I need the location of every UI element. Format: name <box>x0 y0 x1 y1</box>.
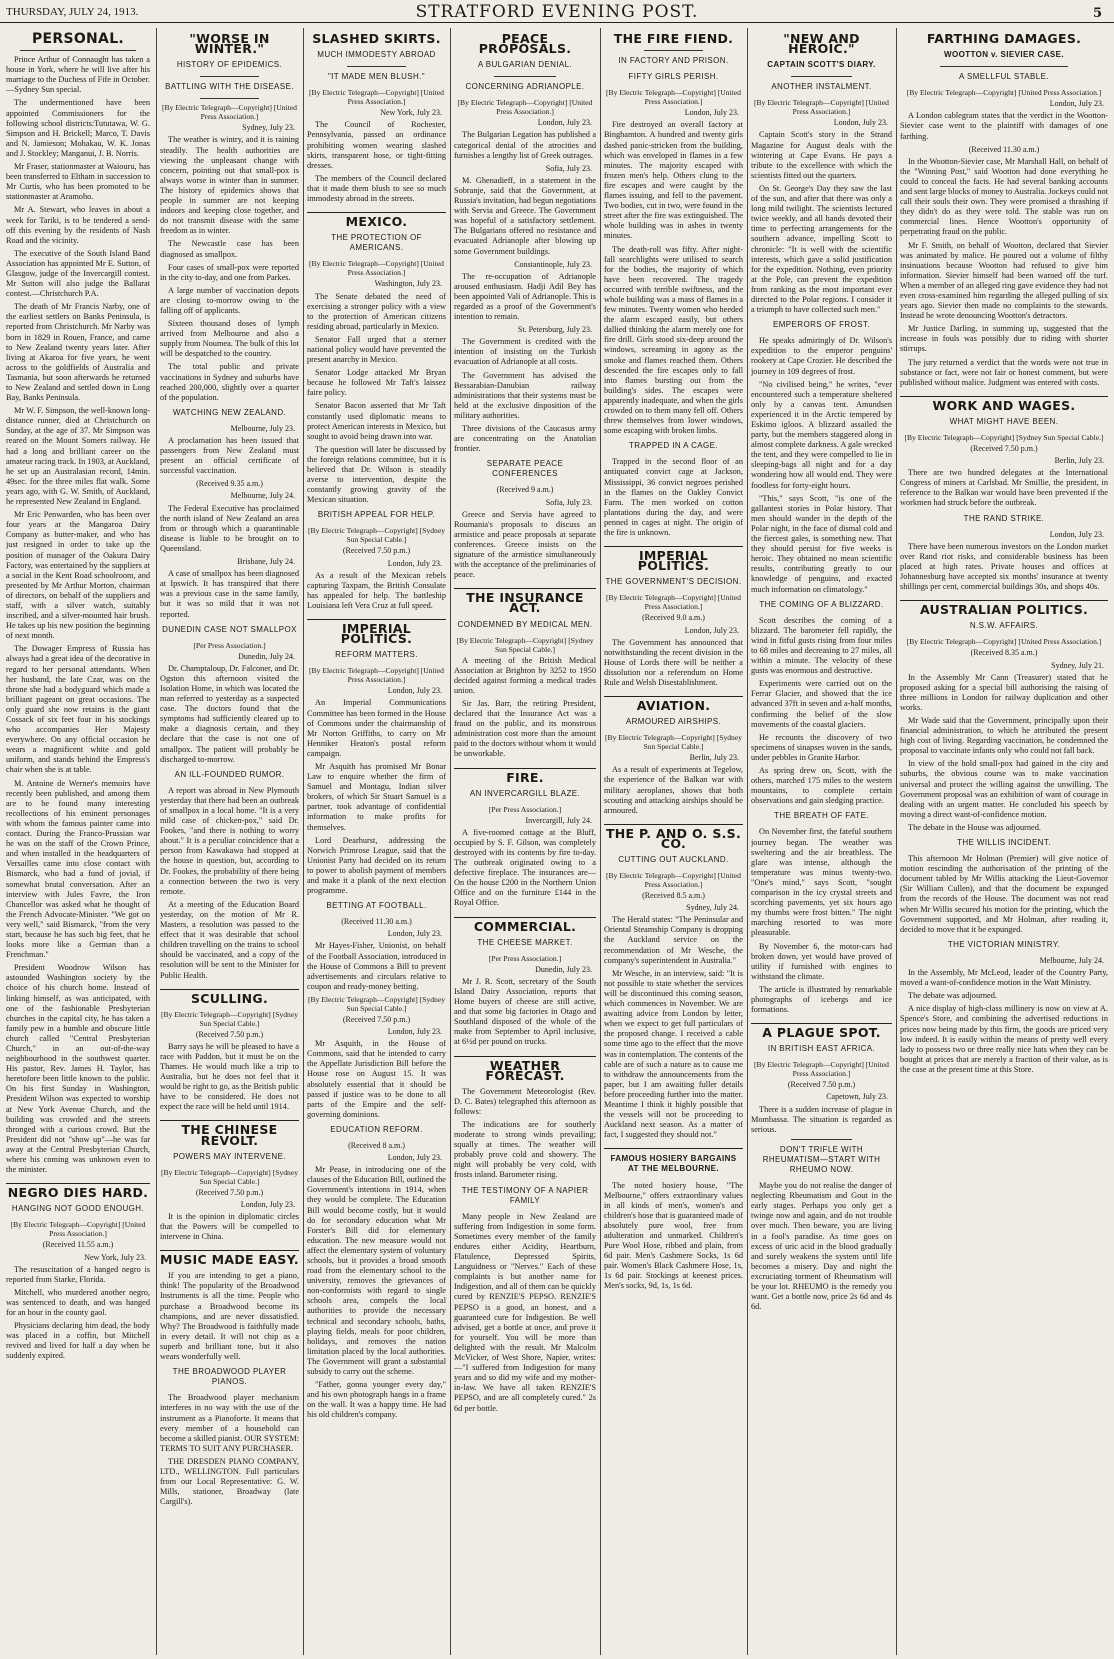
paragraph: Senator Fall urged that a sterner national policy would have prevented the present anarchy in Mexico. <box>307 334 446 365</box>
divider <box>200 98 259 99</box>
divider <box>347 66 406 67</box>
paragraph: The death-roll was fifty. After night-fall searchlights were utilised to search for the bodies, the majority of which have been recovered. The tragedy occurred with terrible swiftness, and the whole building was a mass of flames in a few minutes. Twenty women who heeded the alarm escaped easily, but others dallied thinking the alarm merely one for fire drill. Girls stood six-deep around the windows, screaming in agony as the smoke and flames reached them. Others descended the fire escapes only to fall into flames bursting out from the building's sides. The escapes were apparently inadequate, and when the girls crowded on to them many fell off. Others threw themselves from lower windows, some escaping with broken limbs. <box>604 244 743 436</box>
credit-line: [By Electric Telegraph—Copyright] [United Press Association.] <box>309 259 444 278</box>
subheading: THE COMING OF A BLIZZARD. <box>759 599 884 609</box>
article-heading: "WORSE IN WINTER." <box>189 31 270 57</box>
received-time: (Received 7.50 p.m.) <box>342 546 411 556</box>
credit-line: [By Electric Telegraph—Copyright] [Sydney Sun Special Cable.] <box>604 733 743 752</box>
paragraph: Experiments were carried out on the Ferrar Glacier, and showed that the ice advanced 37ft in seven and a-half months, confirming the belief of the slow movements of the coastal glaciers. <box>751 679 892 729</box>
received-time: (Received 7.50 p.m.) <box>195 1029 264 1039</box>
divider <box>644 50 703 51</box>
article-heading: IMPERIAL POLITICS. <box>340 621 413 647</box>
paragraph: The total public and private vaccinations in Sydney and suburbs have reached 200,000, slightly over a quarter of the population. <box>160 362 299 402</box>
article-body <box>6 55 150 1175</box>
paragraph: Greece and Servia have agreed to Roumania's proposals to discuss an armistice and peace proposals at separate conferences. Greece insists on the signature of the armistice simultaneously with the acceptance of the preliminaries of peace. <box>454 509 596 580</box>
newspaper-title: STRATFORD EVENING POST. <box>415 2 699 22</box>
column-4 <box>454 30 596 1659</box>
column-rule <box>156 28 157 1655</box>
column-7 <box>900 30 1108 1659</box>
subheading: HISTORY OF EPIDEMICS. <box>176 60 283 70</box>
paragraph: A case of smallpox has been diagnosed at Ipswich. It has transpired that there was a previous case in the same family, but it was so mild that it was not reported. <box>160 569 299 619</box>
paragraph: Trapped in the second floor of an antiquated convict cage at Jackson, Mississippi, 36 convict negroes perished in the flames on the Oakley Convict Farm. The men worked on cotton plantations during the day, and were penned in cages at night. The origin of the fire is unknown. <box>604 457 743 538</box>
subheading: POWERS MAY INTERVENE. <box>173 1151 286 1161</box>
paragraph: On November first, the fateful southern journey began. The weather was sweltering and the air breathless. The glare was intense, although the temperature was minus twenty-two. "One's mind," says Scott, "sought comparison in the icy crystal streets and scorching pavements, yet six hours ago my thumbs were frost bitten." The night marching resorted to was more pleasurable. <box>751 827 892 938</box>
divider <box>494 76 556 77</box>
paragraph: It is the opinion in diplomatic circles that the Powers will be compelled to intervene in China. <box>160 1211 299 1242</box>
dateline: London, July 23. <box>387 686 442 696</box>
paragraph: Three divisions of the Caucasus army are concentrating on the Anatolian frontier. <box>454 424 596 454</box>
received-time: (Received 9 a.m.) <box>496 485 554 495</box>
dateline: New York, July 23. <box>380 108 442 118</box>
paragraph: Sixteen thousand doses of lymph arrived from Melbourne and also a supply from Noumea. The bulk of this lot will be despatched to the country. <box>160 319 299 359</box>
dateline: London, July 23. <box>1049 529 1104 539</box>
article-heading: A PLAGUE SPOT. <box>762 1025 881 1041</box>
paragraph: Many people in New Zealand are suffering from Indigestion in some form. Sometimes every member of the family endures either Acidity, Heartburn, Flatulence, Depressed Spirits, Languidness or "Nerves." Each of these complaints is but another name for Indigestion, and all of them can be quickly cured by RENZIE'S PEPSO. RENZIE'S PEPSO is a good, an honest, and a guaranteed cure for Indigestion. Be well advised, get a bottle at once, and prove it for yourself. You will be more than delighted with the result. Mr Malcolm McVicker, of West Shore, Napier, writes:—"I suffered from Indigestion for many years and so did my wife and my mother-in-law. We have all taken RENZIE'S PEPSO, and are all completely cured." 2s 6d per bottle. <box>454 1211 596 1413</box>
subheading: A SMELLFUL STABLE. <box>959 72 1049 82</box>
article-heading: SCULLING. <box>190 990 269 1006</box>
article-heading: NEGRO DIES HARD. <box>7 1185 149 1201</box>
paragraph: The re-occupation of Adrianople aroused enthusiasm. Hadji Adil Bey has been appointed Vali of Adrianople. This is regarded as a proof of the Government's intention to remain. <box>454 271 596 322</box>
dateline: Sydney, July 24. <box>686 903 739 913</box>
dateline: Sofia, July 23. <box>545 163 592 173</box>
paragraph: The Dowager Empress of Russia has always had a great idea of the decorative in regard to her personal attendants. When her husband, the late Czar, was on the throne she had a bodyguard which made a brilliant pageant on great occasions. The only guard she now retains is the giant Cossack of six feet four in his stockings who accompanies Her Majesty everywhere. On any official occasion he wears a magnificent white and gold uniform, and stands behind the Empress's chair when she is at table. <box>6 644 150 775</box>
paragraph: Four cases of small-pox were reported in the city to-day, and one from Parkes. <box>160 262 299 282</box>
paragraph: The Government has announced that notwithstanding the recent division in the House of Lords there will be neither a dissolution nor a referendum on Home Rule and Welsh Disestablishment. <box>604 637 743 687</box>
section-rule <box>900 600 1108 601</box>
dateline: Sofia, July 23. <box>545 497 592 507</box>
received-time: (Received 11.55 a.m.) <box>42 1240 114 1250</box>
divider <box>791 76 852 77</box>
paragraph: Lord Dearhurst, addressing the Norwich Primrose League, said that the Unionist Party had decided on its return to power to abolish payment of members and make it a plank of the next election programme. <box>307 835 446 896</box>
paragraph: By November 6, the motor-cars had broken down, yet would have proved of utility if furnished with engines to withstand the climate. <box>751 941 892 981</box>
paragraph: Mr Pease, in introducing one of the clauses of the Education Bill, outlined the Government's intentions in 1914, when they would be complete. The Education Bill would become costly, but it would do for secondary education what Mr Forster's Bill did for elementary education. The new measure would not affect the elementary system of voluntary schools, but it provides a broad smooth road from the elementary school to the university, removes the grievances of non-conformists with regard to single schools area, compels the local authorities to provide the necessary technical and secondary schools, baths, playing fields, meals for poor children, holidays, and removes the nation limitation placed by the local authorities. The Government will grant a substantial subsidy to carry out the scheme. <box>307 1165 446 1377</box>
paragraph: The death of Mr Francis Narby, one of the earliest settlers on Banks Peninsula, is reported from Christchurch. Mr Narby was born in 1829 in Rouen, France, and came to New Zealand twenty years later. After living at Akaroa for five years, he went across to the goldfields of Australia and Tasmania, but soon afterwards he returned to New Zealand and settled down in Long Bay, Banks Peninsula. <box>6 302 150 403</box>
article-heading: "NEW AND HEROIC." <box>783 31 860 57</box>
paragraph: Mr F. Smith, on behalf of Wootton, declared that Sievier was animated by malice. He poured out a volume of filthy insinuations because Wootton had refused to give him information. Sievier himself had been warned off the turf. When a member of an alleged ring gave evidence they had not even cross-examined him regarding the alleged pulling of six years ago. Sievier then made no complaints to the stewards. Instead he wrote denouncing Wootton's detractors. <box>900 240 1108 321</box>
credit-line: [Per Press Association.] <box>488 804 562 814</box>
paragraph: "Father, gonna younger every day," and his own photograph hangs in a frame on the wall. It was a happy time. He had his old children's company. <box>307 1380 446 1420</box>
paragraph: In the Wootton-Sievier case, Mr Marshall Hall, on behalf of the "Winning Post," said Wootton had done everything he could to conceal the facts. He had several banking accounts and sent large blocks of money to Australia. Jockeys could not call their souls their own. They were promised a thrashing if they didn't do as they were told. The stable was run on commercial lines. Hence Wootton's opportunity of perpetrating fraud on the public. <box>900 156 1108 237</box>
paragraph: An Imperial Communications Committee has been formed in the House of Commons under the chairmanship of Mr Norton Griffiths, to carry on Mr Henniker Heaton's postal reform campaign. <box>307 698 446 758</box>
paragraph: Senator Lodge attacked Mr Bryan because he followed Mr Taft's laissez faire policy. <box>307 368 446 398</box>
section-rule <box>160 1120 299 1121</box>
credit-line: [By Electric Telegraph—Copyright] [United Press Association.] <box>754 98 889 117</box>
paragraph: Dr. Champtaloup, Dr. Falconer, and Dr. Ogston this afternoon visited the Isolation Home, in which was located the man referred to yesterday as a suspected case. The doctors found that the symptoms had sufficiently cleared up to make a diagnosis certain, and they declare that the case is not one of smallpox. The patient will probably be discharged to-morrow. <box>160 663 299 764</box>
subheading: WATCHING NEW ZEALAND. <box>172 407 287 417</box>
paragraph: He speaks admiringly of Dr. Wilson's expedition to the emperor penguins' rookery at Cape Crozier. He described the journey in 109 degrees of frost. <box>751 336 892 376</box>
paragraph: Mr Hayes-Fisher, Unionist, on behalf of the Football Association, introduced in the House of Commons a Bill to prevent advertisements and circulars relative to coupon and ready-money betting. <box>307 941 446 991</box>
paragraph: Scott describes the coming of a blizzard. The barometer fell rapidly, the wind in fitful gusts rising from four miles to 68 miles and decreasing to 27 miles, all within a minute. The velocity of these gusts was enormous and destructive. <box>751 615 892 676</box>
received-time: (Received 9.0 a.m.) <box>642 613 705 623</box>
column-rule <box>747 28 748 1655</box>
credit-line: [By Electric Telegraph—Copyright] [United Press Association.] <box>906 637 1102 647</box>
subheading: IN BRITISH EAST AFRICA. <box>767 1044 876 1054</box>
paragraph: The undermentioned have been appointed Commissioners for the following school districts:Tututawa, W. G. Simpson and H. Brickell; Marco, T. Davis and N. Jamieson; Mohakau, W. K. Jonas and J. Stockley; Manganui, J. B. Norris. <box>6 98 150 158</box>
subheading: WOOTTON v. SIEVIER CASE. <box>944 50 1064 60</box>
advertisement-heading: DON'T TRIFLE WITH RHEUMATISM—START WITH RHEUMO NOW. <box>762 1144 881 1174</box>
credit-line: [By Electric Telegraph—Copyright] [United Press Association.] <box>309 666 444 685</box>
paragraph: The noted hosiery house, "The Melbourne," offers extraordinary values in all kinds of men's, women's and children's hose that is guaranteed made of absolutely pure wool, free from adulteration and unmarked. Children's Pure Wool Hose, ribbed and plain, from 6d pair. Men's Cashmere Socks, 1s 6d pair. Women's Black Cashmere Hose, 1s, 1s 6d pair. Stockings at keenest prices. Men's socks, 9d, 1s, 1s 6d. <box>604 1180 743 1291</box>
section-rule <box>604 824 743 825</box>
paragraph: Mr Justice Darling, in summing up, suggested that the increase in fouls was possibly due to riding with shorter stirrups. <box>900 324 1108 354</box>
dateline: Dunedin, July 24. <box>238 651 295 661</box>
article-heading: THE INSURANCE ACT. <box>466 590 584 616</box>
subheading: BETTING AT FOOTBALL. <box>326 901 427 911</box>
paragraph: He recounts the discovery of two specimens of sinapses woven in the sands, under pebbles in Granite Harbor. <box>751 732 892 762</box>
paragraph: A London cablegram states that the verdict in the Wootton-Sievier case went to the plaintiff with damages of one farthing. <box>900 111 1108 141</box>
section-rule <box>307 619 446 620</box>
dateline: Brisbane, July 24. <box>237 557 295 567</box>
paragraph: The Federal Executive has proclaimed the north island of New Zealand an area from or through which a quarantinable disease is liable to be brought on to Queensland. <box>160 503 299 553</box>
paragraph: In the Assembly, Mr McLeod, leader of the Country Party, moved a want-of-confidence motion in the Watt Ministry. <box>900 968 1108 988</box>
paragraph: The resuscitation of a hanged negro is reported from Starke, Florida. <box>6 1264 150 1284</box>
paragraph: The debate was adjourned. <box>908 991 997 1001</box>
section-rule <box>307 212 446 213</box>
dateline: St. Petersburg, July 23. <box>517 325 592 335</box>
paragraph: In view of the hold small-pox had gained in the city and suburbs, the obvious course was to make vaccination universal and protect the willing against the unwilling. The Government proposal was an exhibition of want of courage in dealing with an urgent matter. He concluded his speech by moving a direct want-of-confidence motion. <box>900 759 1108 819</box>
article-heading: PERSONAL. <box>31 31 125 47</box>
paragraph: Mr Wesche, in an interview, said: "It is not possible to state whether the services will be discontinued this coming season, which commences in November. We are awaiting advice from London by letter, when we expect to get full particulars of the proposed change. I received a cable some time ago to the effect that the move was in contemplation. The contents of the cable are of such a nature as to cause me to withdraw the announcements from the paper, but I am awaiting fuller details before proceeding further into the matter. Meantime I think it highly possible that the vessels will not be proceeding to Auckland next season. As a matter of fact, I suggested they should not." <box>604 968 743 1140</box>
paragraph: The article is illustrated by remarkable photographs of icebergs and ice formations. <box>751 984 892 1015</box>
article-heading: AUSTRALIAN POLITICS. <box>919 602 1089 618</box>
dateline: Sydney, July 21. <box>1051 660 1104 670</box>
divider <box>200 76 259 77</box>
paragraph: President Woodrow Wilson has astounded Washington society by the choice of his church home. Instead of linking himself, as was anticipated, with one of the fashionable Presbyterian churches in the capital city, he has taken a family pew in a humble and obscure little church called "Central Presbyterian Church," in an out-of-the-way neighbourhood in the southwest quarter. His pastor, Rev. James H. Taylor, has heretofore been little known to the public. On his first Sunday in Washington, President Wilson was expected to worship at New York Avenue Church, and the building was crowded and the streets thronged with a curious crowd. But the President did not "show up"—he was far away at the Central Presbyterian Church, where his coming was unknown even to the minister. <box>6 963 150 1175</box>
column-rule <box>896 28 897 1655</box>
paragraph: The jury returned a verdict that the words were not true in substance or fact, were not fair or honest comment, but were published without malice. Judgment was entered with costs. <box>900 357 1108 387</box>
dateline: London, July 23. <box>1049 99 1104 109</box>
section-rule <box>454 1056 596 1057</box>
paragraph: Mr Wade said that the Government, principally upon their financial administration, to which he attributed the present high cost of living. Regarding vaccination, he condemned the proposal to vaccinate infants only who could not fall back. <box>900 715 1108 756</box>
paragraph: If you are intending to get a piano, think! The popularity of the Broadwood Instruments is all the time. People who purchase a Broadwood become its champions, and are never dissatisfied. Why? The Broadwood is faithfully made in every detail. It will not chip as a superb and brilliant tone, but it also wears wonderfully well. <box>160 1271 299 1362</box>
subheading: EDUCATION REFORM. <box>330 1124 423 1134</box>
section-rule <box>604 696 743 697</box>
subheading: AN INVERCARGILL BLAZE. <box>469 788 581 798</box>
article-heading: IMPERIAL POLITICS. <box>637 548 710 574</box>
subheading: DUNEDIN CASE NOT SMALLPOX <box>162 624 297 634</box>
dateline: London, July 23. <box>387 1027 442 1037</box>
advertisement-heading: FAMOUS HOSIERY BARGAINS AT THE MELBOURNE. <box>610 1154 737 1174</box>
paragraph: The debate in the House was adjourned. <box>908 822 1041 832</box>
paragraph: Captain Scott's story in the Strand Magazine for August deals with the wintering at Cape Evans. He pays a tribute to the excellence with which the scientists fitted out the quarters. <box>751 130 892 180</box>
article-heading: AVIATION. <box>636 698 711 714</box>
paragraph: A large number of vaccination depots are closing to-morrow owing to the falling off of applicants. <box>160 285 299 315</box>
column-3 <box>307 30 446 1659</box>
credit-line: [By Electric Telegraph—Copyright] [United Press Association.] <box>162 103 297 122</box>
column-rule <box>600 28 601 1655</box>
paragraph: Mr Asquith has promised Mr Bonar Law to enquire whether the firm of Samuel and Montagu, Indian silver brokers, of which Sir Stuart Samuel is a partner, took advantage of confidential information to make profits for themselves. <box>307 761 446 832</box>
received-time: (Received 7.50 p.m.) <box>342 1014 411 1024</box>
received-time: (Received 9.35 a.m.) <box>196 479 263 489</box>
section-rule <box>604 1148 743 1149</box>
paragraph: M. Ghenadieff, in a statement in the Sobranje, said that the Government, at Russia's invitation, had begun negotiations with Servia and Greece. The Government was hopeful of a satisfactory settlement. The Bulgarians offered no resistance and evacuated Adrianople after blowing up some Government buildings. <box>454 175 596 256</box>
received-time: (Received 7.50 p.m.) <box>970 444 1038 453</box>
divider <box>940 66 1068 67</box>
paragraph: There are two hundred delegates at the International Congress of miners at Carlsbad. Mr Smillie, the president, in reference to the Balkan war would have been prevented if the workmen had struck before the outbreak. <box>900 468 1108 508</box>
column-rule <box>303 28 304 1655</box>
subheading: THE RAND STRIKE. <box>963 513 1045 523</box>
credit-line: [By Electric Telegraph—Copyright] [Sydney Sun Special Cable.] <box>456 635 594 654</box>
subheading: TRAPPED IN A CAGE. <box>628 441 718 451</box>
paragraph: Prince Arthur of Connaught has taken a house in York, where he will live after his marriage to the Duchess of Fife in October.—Sydney Sun special. <box>6 55 150 95</box>
dateline: London, July 23. <box>387 1153 442 1163</box>
paragraph: A five-roomed cottage at the Bluff, occupied by S. F. Gilson, was completely destroyed with its contents by fire to-day. The outbreak originated owing to a defective fireplace. The insurances are—On the house £200 in the Northern Union Office and on the furniture £144 in the Royal Office. <box>454 827 596 908</box>
credit-line: [Per Press Association.] <box>488 953 562 963</box>
credit-line: [By Electric Telegraph—Copyright] [United Press Association.] <box>309 88 444 107</box>
paragraph: A nice display of high-class millinery is now on view at A. Spence's Store, and combining the advertised reductions in prices now being made by this firm, the goods are priced very low indeed. It is easily within the means of pretty well every lady to possess two or three really nice hats when they can be bought at prices that are merely a fraction of their value, as is the case at the present time at this Store. <box>900 1004 1108 1074</box>
received-time: (Received 8.5 a.m.) <box>642 891 705 901</box>
credit-line: [By Electric Telegraph—Copyright] [United Press Association.] <box>457 98 593 117</box>
article-heading: THE FIRE FIEND. <box>613 31 734 46</box>
dateline: London, July 23. <box>387 929 442 939</box>
credit-line: [By Electric Telegraph—Copyright] [Sydney Sun Special Cable.] <box>160 1167 299 1186</box>
dateline: Dunedin, July 23. <box>535 964 592 974</box>
subheading: A BULGARIAN DENIAL. <box>477 60 573 70</box>
article-heading: FIRE. <box>506 769 544 785</box>
dateline: Constantinople, July 23. <box>514 259 592 269</box>
paragraph: Mr W. F. Simpson, the well-known long-distance runner, died at Christchurch on Sunday, at the age of 37. Mr Simpson was reared on the Mount Somers railway. He had a long and brilliant career on the amateur racing track. In 1903, at Auckland, he set up an Australasian record, 14min. 49sec. for the three miles flat walk. Some years ago, with G. W. Smith, of Auckland, he represented New Zealand in England. <box>6 406 150 507</box>
credit-line: [By Electric Telegraph—Copyright] [United Press Association.] <box>754 1060 889 1079</box>
subheading: THE CHEESE MARKET. <box>477 937 573 947</box>
subheading: EMPERORS OF FROST. <box>773 320 870 330</box>
section-rule <box>454 588 596 589</box>
article-heading: SLASHED SKIRTS. <box>312 31 441 46</box>
paragraph: Mr Eric Penwarden, who has been over four years at the Mangaroa Dairy Company as butter-maker, and who has just resigned in order to take up the position of manager of the Oakura Dairy Factory, was entertained by the suppliers at a social in the Kent Road schoolroom, and presented by Mr Arthur Morton, chairman of directors, on behalf of the suppliers and staff, with a silver watch, suitably inscribed, and a silver-mounted hair brush. He takes up his new position the beginning of next month. <box>6 510 150 641</box>
credit-line: [By Electric Telegraph—Copyright] [Sydney Sun Special Cable.] <box>307 994 446 1013</box>
dateline: London, July 23. <box>684 625 739 635</box>
paragraph: As spring drew on, Scott, with the others, marched 175 miles to the western mountains, to complete certain observations and gain sledging practice. <box>751 766 892 806</box>
paragraph: On St. George's Day they saw the last of the sun, and after that there was only a long mild twilight. The scientists lectured twice weekly, and all hands devoted their time to perfecting arrangements for the southern advance, impelling Scott to chronicle: "It is well with the scientific interests, which gave a solid justification for the expedition. Nothing, even priority at the Pole, can prevent the expedition from ranking as the most important ever directed to the Polar regions. I consider it a triumph to have collected such men." <box>751 183 892 315</box>
article-heading: COMMERCIAL. <box>473 918 577 934</box>
credit-line: [By Electric Telegraph—Copyright] [United Press Association.] <box>906 88 1102 98</box>
subheading: REFORM MATTERS. <box>335 650 418 660</box>
paragraph: Barry says he will be pleased to have a race with Paddon, but it must be on the Thames. He would much like a trip to Australia, but he does not feel that it would be right to go, as the British public have to be considered. He does not expect the race will be held until 1914. <box>160 1041 299 1112</box>
subheading: THE VICTORIAN MINISTRY. <box>947 939 1061 949</box>
article-heading: WEATHER FORECAST. <box>485 1057 565 1083</box>
subheading: THE PROTECTION OF AMERICANS. <box>331 233 422 253</box>
dateline: New York, July 23. <box>84 1252 146 1262</box>
article-heading: THE P. AND O. S.S. CO. <box>605 825 742 851</box>
subheading: ANOTHER INSTALMENT. <box>771 82 872 92</box>
paragraph: The Senate debated the need of exercising a stronger policy with a view to the protection of American citizens residing abroad, particularly in Mexico. <box>307 291 446 331</box>
column-1 <box>6 30 150 1659</box>
credit-line: [Per Press Association.] <box>193 640 266 650</box>
paragraph: The Broadwood player mechanism interferes in no way with the use of the instrument as a Pianoforte. It means that every member of a household can become a skilled pianist. OUR SYSTEM: TERMS TO SUIT ANY PURCHASER. <box>160 1393 299 1453</box>
credit-line: [By Electric Telegraph—Copyright] [United Press Association.] <box>10 1220 146 1239</box>
paragraph: The Herald states: "The Peninsular and Oriental Steamship Company is dropping the Auckland service on the recommendation of Mr Wesche, the company's superintendent in Australia." <box>604 915 743 965</box>
paragraph: The Council of Rochester, Pennsylvania, passed an ordinance prohibiting women wearing slashed skirts, transparent hose, or tight-fitting dresses. <box>307 120 446 170</box>
article-heading: MEXICO. <box>345 214 408 230</box>
paragraph: As a result of experiments at Tegelow, the experience of the Balkan war with military aeroplanes, shows that both scouting and attacking airships should be armoured. <box>604 765 743 815</box>
paragraph: "This," says Scott, "is one of the gallantest stories in Polar history. That men should wander in the depth of the Polar night, in the face of dismal cold and the fiercest gales, is something new. That they should persist for five weeks is heroic. They obtained no mean scientific results, contributing greatly to our knowledge of penguins, and exacted much information on climatology." <box>751 493 892 594</box>
section-rule <box>604 546 743 547</box>
paragraph: There have been numerous investors on the London market over Rand riot risks, and considerable business has been placed at high rates. Private houses and offices at Johannesburg have accepted six months' insurance at twenty shillings per cent, commercial buildings 30s, and shops 40s. <box>900 541 1108 592</box>
paragraph: At a meeting of the Education Board yesterday, on the motion of Mr R. Masters, a resolution was passed to the effect that it was desirable that school children travelling on the trains to school should be vaccinated, and a copy of the resolution will be sent to the Minister for Public Health. <box>160 899 299 980</box>
paragraph: Senator Bacon asserted that Mr Taft constantly used diplomatic means to protect American interests in Mexico, but sought to avoid being drawn into war. <box>307 401 446 441</box>
paragraph: Sir Jas. Barr, the retiring President, declared that the Insurance Act was a fraud on the public, and its monstrous administration cost more than the amount paid to the doctors without whom it would be unworkable. <box>454 698 596 759</box>
dateline: Melbourne, July 24. <box>1039 955 1104 965</box>
column-5 <box>604 30 743 1659</box>
paragraph: The question will later be discussed by the foreign relations committee, but it is believed that Dr. Wilson is steadily averse to intervention, despite the constantly growing gravity of the Mexican situation. <box>307 444 446 505</box>
dateline: London, July 23. <box>684 108 739 118</box>
subheading: MUCH IMMODESTY ABROAD <box>317 50 436 60</box>
column-rule <box>450 28 451 1655</box>
subheading: HANGING NOT GOOD ENOUGH. <box>11 1204 145 1214</box>
column-6 <box>751 30 892 1659</box>
dateline: Sydney, July 23. <box>242 123 295 133</box>
paragraph: A report was abroad in New Plymouth yesterday that there had been an outbreak of smallpox in a local home. "It is a very mild case of chicken-pox," said Dr. Fookes, "and there is nothing to worry about." It is a peculiar coincidence that a person from Kawakawa had stopped at the house in question, but, according to Dr. Fookes, the probability of there being a connection between the two is very remote. <box>160 785 299 896</box>
paragraph: A proclamation has been issued that passengers from New Zealand must present an official certificate of successful vaccination. <box>160 436 299 476</box>
subheading: ARMOURED AIRSHIPS. <box>625 717 722 727</box>
dateline: Capetown, July 23. <box>826 1092 888 1102</box>
subheading: BRITISH APPEAL FOR HELP. <box>317 510 436 520</box>
paragraph: In the Assembly Mr Cann (Treasurer) stated that he proposed asking for a special bill authorising the raising of three millions in London for railway duplication and other works. <box>900 672 1108 712</box>
dateline: London, July 23. <box>240 1199 295 1209</box>
subheading: CUTTING OUT AUCKLAND. <box>618 855 729 864</box>
paragraph: "No civilised being," he writes, "ever encountered such a temperature sheltered only by a canvas tent. Amundsen experienced it in the Arctic tempered by Eskimo igloos. A blizzard assailed the party, but the members staggered along in almost complete darkness. A gale wrecked the tent, and they were compelled to lie in sleeping-bags all night and for a day wondering how all would end. They were foodless for forty-eight hours. <box>751 379 892 490</box>
dateline: Melbourne, July 24. <box>230 491 295 501</box>
divider <box>20 50 136 51</box>
section-rule <box>454 768 596 769</box>
paragraph: Mitchell, who murdered another negro, was sentenced to death, and was hanged for an hour in the county gaol. <box>6 1287 150 1317</box>
section-rule <box>751 1023 892 1024</box>
received-time: (Received 7.50 p.m.) <box>195 1187 264 1197</box>
paragraph: Mr Asquith, in the House of Commons, said that he intended to carry the Appellate Jurisdiction Bill before the House rose on August 15. It was absolutely essential that it should be passed if justice was to be done to all parts of the Empire and the self-governing dominions. <box>307 1039 446 1119</box>
subheading: CONDEMNED BY MEDICAL MEN. <box>457 619 593 629</box>
subheading: WHAT MIGHT HAVE BEEN. <box>949 416 1059 426</box>
paragraph: As a result of the Mexican rebels capturing Taxpam, the British Consulate has appealed for help. The battleship Louisiana left Vera Cruz at full speed. <box>307 570 446 610</box>
article-heading: WORK AND WAGES. <box>932 397 1076 413</box>
paragraph: The weather is wintry, and it is raining steadily. The health authorities are viewing the unpleasant change with concern, pointing out that small-pox is always worse in winter than in summer. The history of epidemics shows that people in summer are not keeping indoors and keeping close together, and do not transmit disease with the same freedom as in winter. <box>160 135 299 236</box>
masthead <box>0 0 1114 22</box>
received-time: (Received 8 a.m.) <box>348 1140 405 1150</box>
paragraph: Physicians declaring him dead, the body was placed in a coffin, but Mitchell revived and lived for half a day when he suddenly expired. <box>6 1321 150 1361</box>
subheading: "IT MADE MEN BLUSH." <box>327 72 426 82</box>
article-heading: THE CHINESE REVOLT. <box>181 1122 278 1148</box>
paragraph: Mr Fraser, stationmaster at Waiouru, has been transferred to Eltham in succession to Mr Curtis, who has been promoted to be stationmaster at Aramoho. <box>6 162 150 202</box>
paragraph: Mr J. R. Scott, secretary of the South Island Dairy Association, reports that Home buyers of cheese are still active, and that some big factories in Otago and Southland disposed of the whole of the make from September to April inclusive, at 6½d per pound on trucks. <box>454 976 596 1047</box>
dateline: Melbourne, July 23. <box>230 423 295 433</box>
credit-line: [By Electric Telegraph—Copyright] [Sydney Sun Special Cable.] <box>904 433 1104 442</box>
credit-line: [By Electric Telegraph—Copyright] [United Press Association.] <box>606 871 741 890</box>
divider <box>791 1139 852 1140</box>
subheading: THE WILLIS INCIDENT. <box>957 838 1051 847</box>
dateline: Berlin, July 23. <box>1054 456 1104 466</box>
received-time: (Received 8.35 a.m.) <box>970 648 1038 658</box>
issue-date: THURSDAY, JULY 24, 1913. <box>6 6 139 18</box>
subheading: IN FACTORY AND PRISON. <box>618 56 729 66</box>
paragraph: This afternoon Mr Holman (Premier) will give notice of motion rescinding the authorisation of the printing of the document tabled by Mr Willis attacking the Lieut-Governor (Sir William Cullen), and that the document be expunged from the records of the House. The document was not read when Mr Willis secured his motion for the printing, which the Government supported, and Mr Holman, after reading it, decided to move that it be expunged. <box>900 854 1108 934</box>
dateline: London, July 23. <box>537 118 592 128</box>
dateline: London, July 23. <box>833 118 888 128</box>
page-number: 5 <box>1092 6 1102 21</box>
dateline: Washington, July 23. <box>374 279 442 289</box>
subheading: N.S.W. AFFAIRS. <box>969 621 1039 631</box>
credit-line: [By Electric Telegraph—Copyright] [Sydney Sun Special Cable.] <box>160 1009 299 1028</box>
article-heading: PEACE PROPOSALS. <box>478 31 572 57</box>
paragraph: THE DRESDEN PIANO COMPANY, LTD., WELLINGTON. Full particulars from our Local Representative: G. W. Mills, stationer, Broadway (late Cargill's). <box>160 1456 299 1507</box>
paragraph: The Government Meteorologist (Rev. D. C. Bates) telegraphed this afternoon as follows: <box>454 1086 596 1116</box>
section-rule <box>6 1183 150 1184</box>
subheading: THE TESTIMONY OF A NAPIER FAMILY <box>461 1185 589 1205</box>
article-heading: FARTHING DAMAGES. <box>926 31 1082 46</box>
paragraph: The members of the Council declared that it made them blush to see so much immodesty abroad in the streets. <box>307 173 446 204</box>
paragraph: There is a sudden increase of plague in Mombassa. The situation is regarded as serious. <box>751 1104 892 1134</box>
subheading: CAPTAIN SCOTT'S DIARY. <box>767 60 876 70</box>
paragraph: Mr A. Stewart, who leaves in about a week for Tariki, is to be tendered a send-off this evening by the residents of Nash Road and the vicinity. <box>6 205 150 245</box>
section-rule <box>900 396 1108 397</box>
paragraph: The Government has advised the Bessarabian-Danubian railway administrations that their systems must be held at the exclusive disposition of the military authorities. <box>454 370 596 420</box>
advertisement-title: THE BROADWOOD PLAYER PIANOS. <box>172 1367 287 1387</box>
paragraph: A meeting of the British Medical Association at Brighton by 3252 to 1950 decided against forming a medical trades union. <box>454 655 596 695</box>
paragraph: M. Antoine de Werner's memoirs have recently been published, and among them are to be found many interesting recollections of his eminent personages with whom the famous painter came into contact. During the Franco-Prussian war he was on the staff of the Crown Prince, and when installed in the headquarters of Versailles came into close contact with Bismarck, who had a fund of jovial, if somewhat brutal conversation. After an interview with Jules Favre, the Iron Chancellor was asked what he thought of the French Advocate-Minister. "We got on very well," said Bismarck, "from the very start, because he has such big feet, that he looks more like a German than a Frenchman." <box>6 778 150 960</box>
paragraph: The Newcastle case has been diagnosed as smallpox. <box>160 239 299 259</box>
paragraph: Maybe you do not realise the danger of neglecting Rheumatism and Gout in the early stages. Perhaps you only get a twinge now and again, and do not trouble over much. Then beware, you are living in a fool's paradise. As time goes on excess of uric acid in the blood gradually and surely weakens the system until life becomes a misery. Day and night the excruciating torment of Rheumatism will be your lot. RHEUMO is the remedy you want. Get a bottle now, price 2s 6d and 4s 6d. <box>751 1181 892 1312</box>
paragraph: The indications are for southerly moderate to strong winds prevailing; squally at times. The weather will probably prove cold and showery. The night will probably be very cold, with frosts inland. Barometer rising. <box>454 1119 596 1180</box>
received-time: (Received 11.30 a.m.) <box>341 917 412 927</box>
column-2 <box>160 30 299 1659</box>
section-rule <box>160 989 299 990</box>
masthead-rule <box>0 22 1114 23</box>
credit-line: [By Electric Telegraph—Copyright] [Sydney Sun Special Cable.] <box>307 526 446 545</box>
subheading: AN ILL-FOUNDED RUMOR. <box>174 769 285 779</box>
subheading: SEPARATE PEACE CONFERENCES <box>486 459 564 479</box>
subheading: THE GOVERNMENT'S DECISION. <box>605 577 742 587</box>
dateline: Invercargill, July 24. <box>525 815 592 825</box>
paragraph: Fire destroyed an overall factory at Binghamton. A hundred and twenty girls dashed panic-stricken from the building, which was enveloped in flames in a few minutes. The majority escaped with frozen men's help. Others clung to the fire escapes and were caught by the flames issuing, and fell to the pavement. Two bodies, cut in two, were found in the street after the fire was extinguished. The whole building was in ashes in twenty minutes. <box>604 120 743 241</box>
dateline: Berlin, July 23. <box>689 753 739 763</box>
credit-line: [By Electric Telegraph—Copyright] [United Press Association.] <box>606 593 741 612</box>
credit-line: [By Electric Telegraph—Copyright] [United Press Association.] <box>606 88 741 107</box>
subheading: CONCERNING ADRIANOPLE. <box>465 82 585 92</box>
section-rule <box>454 917 596 918</box>
paragraph: The executive of the South Island Band Association has appointed Mr E. Sutton, of Glasgow, judge of the Invercargill contest. Mr Sutton will also judge the Ballarat contest.—Christchurch P.A. <box>6 248 150 299</box>
subheading: BATTLING WITH THE DISEASE. <box>165 82 294 92</box>
subheading: THE BREATH OF FATE. <box>774 811 869 821</box>
paragraph: The Bulgarian Legation has published a categorical denial of the atrocities and furnishes a lengthy list of Greek outrages. <box>454 130 596 160</box>
paragraph: The Government is credited with the intention of insisting on the Turkish evacuation of Adrianople at all costs. <box>454 337 596 367</box>
section-rule <box>160 1250 299 1251</box>
advertisement-heading: MUSIC MADE EASY. <box>160 1252 299 1268</box>
received-time: (Received 7.50 p.m.) <box>787 1080 856 1090</box>
dateline: London, July 23. <box>387 558 442 568</box>
received-time: (Received 11.30 a.m.) <box>968 144 1040 154</box>
subheading: FIFTY GIRLS PERISH. <box>628 72 719 82</box>
